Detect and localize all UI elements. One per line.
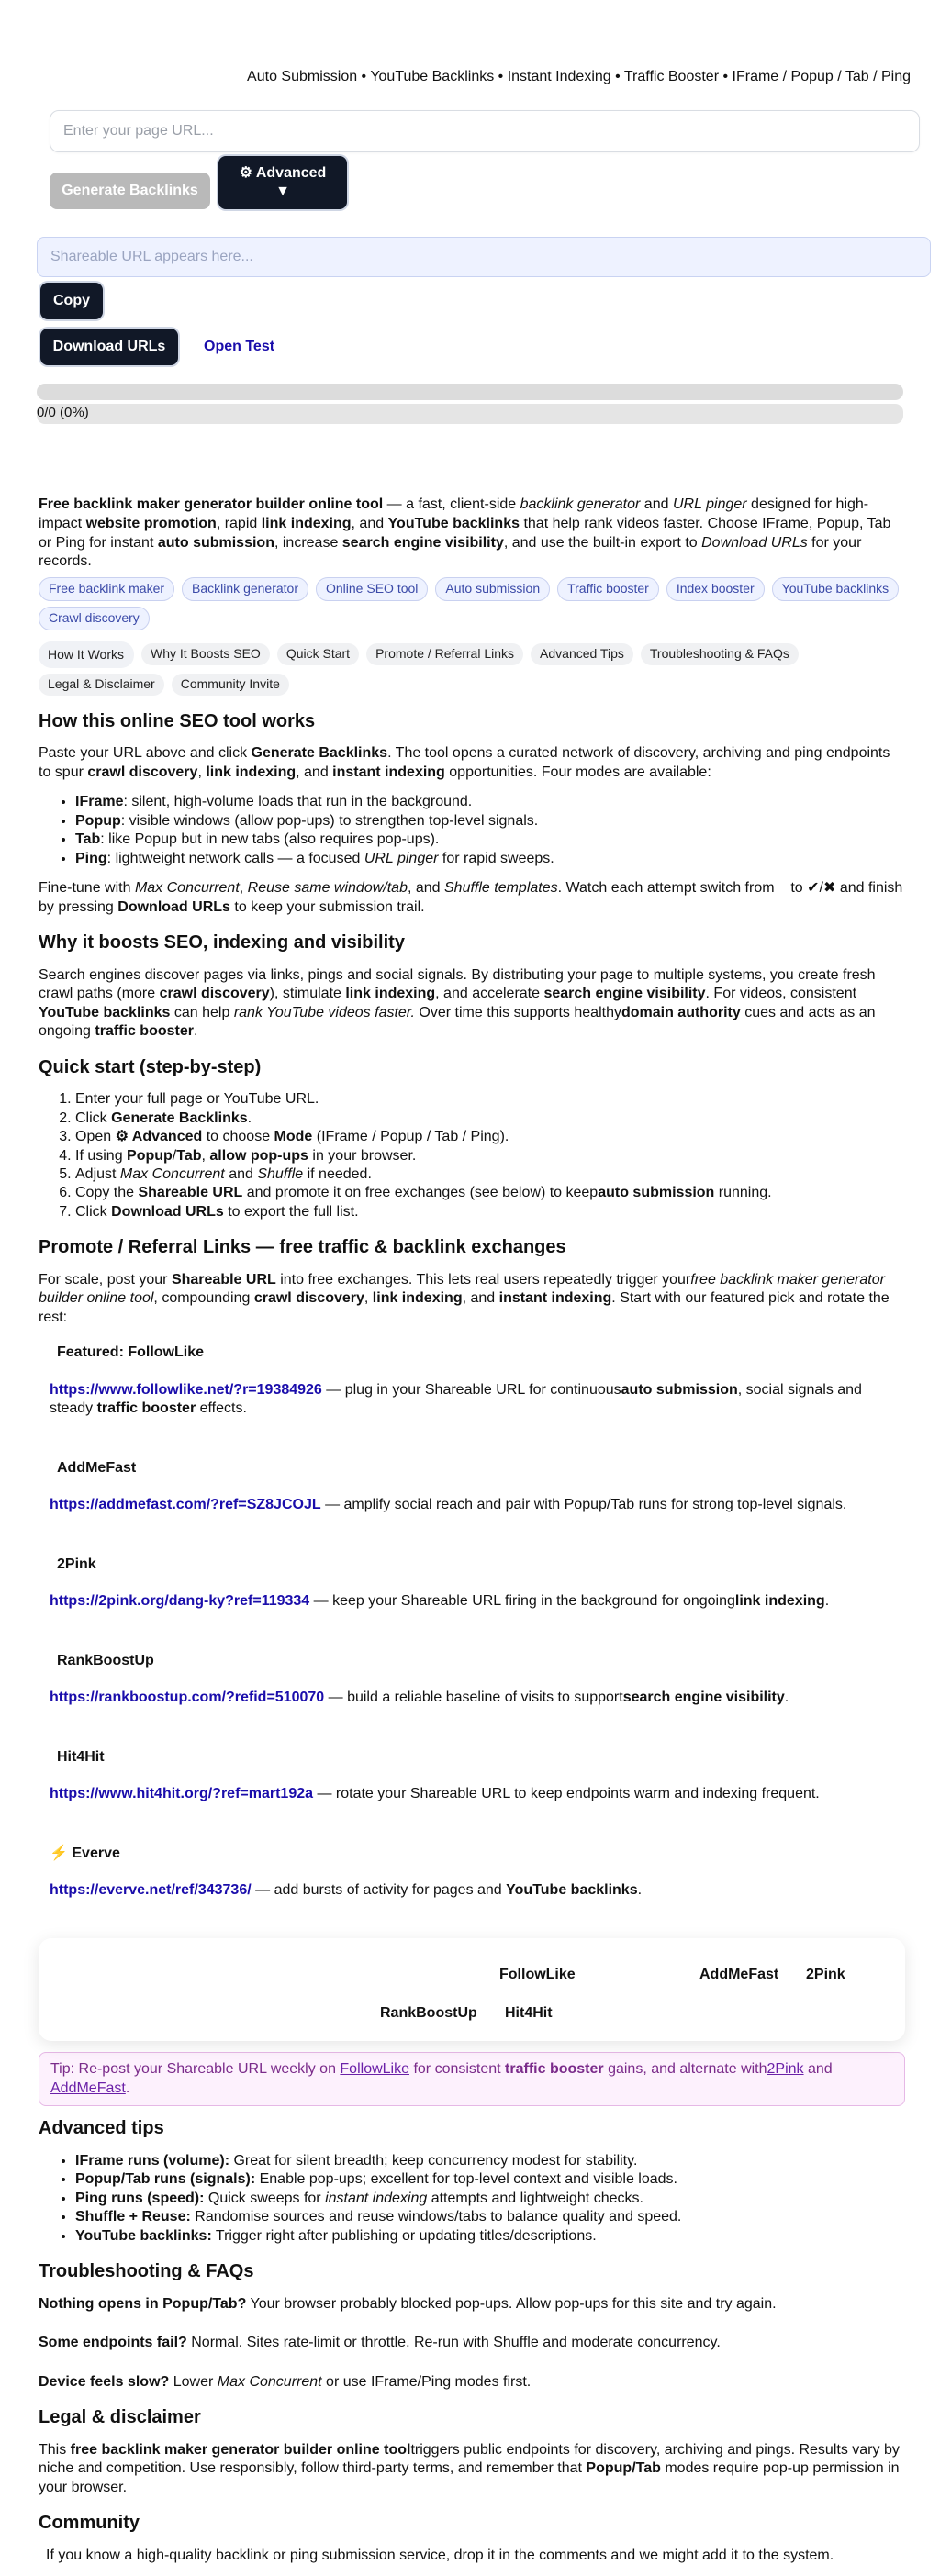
list-item: 5. Adjust Max Concurrent and Shuffle if needed. xyxy=(75,1165,905,1184)
tag: YouTube backlinks xyxy=(772,577,899,601)
faq-item: Nothing opens in Popup/Tab? Your browser probably blocked pop-ups. Allow pop-ups for this site and try again. xyxy=(39,2295,777,2312)
community-paragraph: If you know a high-quality backlink or ping submission service, drop it in the comments and we might add it to the system. xyxy=(46,2547,834,2563)
tag: Traffic booster xyxy=(557,577,659,601)
legal-paragraph: This free backlink maker generator builder online tooltriggers public endpoints for discovery, archiving and pings. Results vary by niche and competition. Use responsibly, follow third-party terms, and remember that Popup/Tab modes require pop-up permission in your browser. xyxy=(39,2441,900,2495)
tag: Auto submission xyxy=(435,577,550,601)
nav-advanced-tips[interactable]: Advanced Tips xyxy=(531,643,633,665)
list-item: • Popup: visible windows (allow pop-ups) to strengthen top-level signals. xyxy=(75,812,905,831)
copy-button[interactable]: Copy xyxy=(40,283,103,319)
progress-text: 0/0 (0%) xyxy=(37,405,89,420)
list-item: • Ping runs (speed): Quick sweeps for instant indexing attempts and lightweight checks. xyxy=(75,2190,905,2208)
tag: Online SEO tool xyxy=(316,577,428,601)
promote-heading: Promote / Referral Links — free traffic & backlink exchanges xyxy=(39,1237,566,1258)
referral-title: AddMeFast xyxy=(57,1459,137,1476)
marquee-item[interactable]: RankBoostUp xyxy=(380,2005,477,2022)
list-item: • IFrame: silent, high-volume loads that run in the background. xyxy=(75,793,905,811)
nav-troubleshooting[interactable]: Troubleshooting & FAQs xyxy=(641,643,799,665)
keyword-tags xyxy=(39,577,905,630)
nav-how-it-works[interactable]: How It Works xyxy=(39,641,134,668)
list-item: • YouTube backlinks: Trigger right after publishing or updating titles/descriptions. xyxy=(75,2227,905,2246)
open-test-link[interactable]: Open Test xyxy=(204,339,275,354)
advanced-label: ⚙ Advanced xyxy=(239,165,327,181)
progress-bar xyxy=(37,384,903,400)
referral-link[interactable]: https://everve.net/ref/343736/ xyxy=(50,1882,252,1899)
steps-list xyxy=(75,1090,905,1221)
marquee-item[interactable]: FollowLike xyxy=(499,1967,576,1983)
nav-community[interactable]: Community Invite xyxy=(172,674,289,696)
partner-marquee xyxy=(39,1938,905,2041)
list-item: 7. Click Download URLs to export the full list. xyxy=(75,1203,905,1221)
tag: Crawl discovery xyxy=(39,607,150,630)
list-item: 6. Copy the Shareable URL and promote it on free exchanges (see below) to keepauto submission running. xyxy=(75,1184,905,1202)
tag: Index booster xyxy=(666,577,765,601)
tip-link-addmefast[interactable]: AddMeFast xyxy=(50,2080,126,2096)
nav-quick-start[interactable]: Quick Start xyxy=(277,643,359,665)
why-paragraph: Search engines discover pages via links, pings and social signals. By distributing your page to multiple systems, you create fresh crawl paths (more crawl discovery), stimulate link indexing, and accelerate search engine visibility. For videos, consistent YouTube backlinks can help rank YouTube videos faster. Over time this supports healthydomain authority cues and acts as an ongoing traffic booster. xyxy=(39,966,876,1040)
advanced-heading: Advanced tips xyxy=(39,2118,164,2139)
how-paragraph: Paste your URL above and click Generate Backlinks. The tool opens a curated network of discovery, archiving and ping endpoints to spur crawl discovery, link indexing, and instant indexing opportunities. Four modes are available: xyxy=(39,745,890,780)
faq-item: Device feels slow? Lower Max Concurrent or use IFrame/Ping modes first. xyxy=(39,2373,532,2390)
advanced-toggle-button[interactable] xyxy=(218,156,347,209)
referral-2pink: 2Pink https://2pink.org/dang-ky?ref=119334 — keep your Shareable URL firing in the background for ongoinglink indexing. xyxy=(50,1556,905,1611)
marquee-item[interactable]: Hit4Hit xyxy=(505,2005,553,2022)
referral-followlike: Featured: FollowLike https://www.followlike.net/?r=19384926 — plug in your Shareable URL for continuousauto submission, social signals and steady traffic booster effects. xyxy=(50,1344,905,1418)
url-input[interactable] xyxy=(50,110,920,152)
referral-link[interactable]: https://www.hit4hit.org/?ref=mart192a xyxy=(50,1786,314,1802)
download-urls-button[interactable]: Download URLs xyxy=(40,329,178,365)
list-item: 4. If using Popup/Tab, allow pop-ups in your browser. xyxy=(75,1147,905,1165)
list-item: • Tab: like Popup but in new tabs (also requires pop-ups). xyxy=(75,831,905,849)
generate-backlinks-button[interactable]: Generate Backlinks xyxy=(50,173,210,209)
marquee-item[interactable]: 2Pink xyxy=(806,1967,845,1983)
referral-title: 2Pink xyxy=(57,1556,96,1572)
referral-title: Featured: FollowLike xyxy=(57,1344,205,1361)
referral-link[interactable]: https://2pink.org/dang-ky?ref=119334 xyxy=(50,1593,310,1610)
tip-box: Tip: Re-post your Shareable URL weekly on FollowLike for consistent traffic booster gains, and alternate with2Pink and AddMeFast. xyxy=(39,2052,905,2106)
tip-link-2pink[interactable]: 2Pink xyxy=(767,2061,804,2078)
promote-paragraph: For scale, post your Shareable URL into free exchanges. This lets real users repeatedly trigger yourfree backlink maker generator builder online tool, compounding crawl discovery, link indexing, and instant indexing. Start with our featured pick and rotate the rest: xyxy=(39,1271,890,1325)
referral-everve: ⚡ Everve https://everve.net/ref/343736/ — add bursts of activity for pages and YouTube backlinks. xyxy=(50,1845,905,1901)
referral-rankboostup: RankBoostUp https://rankboostup.com/?refid=510070 — build a reliable baseline of visits to supportsearch engine visibility. xyxy=(50,1652,905,1708)
referral-link[interactable]: https://rankboostup.com/?refid=510070 xyxy=(50,1689,325,1706)
feature-tagline: Auto Submission • YouTube Backlinks • Instant Indexing • Traffic Booster • IFrame / Popup / Tab / Ping xyxy=(247,69,911,84)
list-item: • Popup/Tab runs (signals): Enable pop-ups; excellent for top-level context and visible loads. xyxy=(75,2170,905,2189)
referral-addmefast: AddMeFast https://addmefast.com/?ref=SZ8JCOJL — amplify social reach and pair with Popup/Tab runs for strong top-level signals. xyxy=(50,1459,905,1515)
list-item: 3. Open ⚙ Advanced to choose Mode (IFrame / Popup / Tab / Ping). xyxy=(75,1128,905,1146)
referral-title: Hit4Hit xyxy=(57,1748,105,1765)
fine-tune-paragraph: Fine-tune with Max Concurrent, Reuse same window/tab, and Shuffle templates. Watch each attempt switch from to ✔/✖ and finish by pressing Download URLs to keep your submission trail. xyxy=(39,880,903,915)
shareable-url-field[interactable] xyxy=(37,237,931,277)
list-item: • Shuffle + Reuse: Randomise sources and reuse windows/tabs to balance quality and speed. xyxy=(75,2208,905,2226)
referral-title: RankBoostUp xyxy=(57,1652,154,1668)
how-heading: How this online SEO tool works xyxy=(39,710,316,731)
advanced-list xyxy=(75,2152,905,2246)
progress-track xyxy=(37,404,903,424)
tag: Free backlink maker xyxy=(39,577,174,601)
legal-heading: Legal & disclaimer xyxy=(39,2407,201,2428)
referral-hit4hit: Hit4Hit https://www.hit4hit.org/?ref=mart192a — rotate your Shareable URL to keep endpoints warm and indexing frequent. xyxy=(50,1748,905,1804)
list-item: • IFrame runs (volume): Great for silent breadth; keep concurrency modest for stability. xyxy=(75,2152,905,2170)
referral-title: ⚡ Everve xyxy=(50,1845,120,1861)
list-item: • Ping: lightweight network calls — a focused URL pinger for rapid sweeps. xyxy=(75,850,905,868)
faq-item: Some endpoints fail? Normal. Sites rate-limit or throttle. Re-run with Shuffle and moderate concurrency. xyxy=(39,2335,721,2351)
nav-legal[interactable]: Legal & Disclaimer xyxy=(39,674,164,696)
list-item: 1. Enter your full page or YouTube URL. xyxy=(75,1090,905,1109)
main-content xyxy=(39,496,905,2576)
referral-link[interactable]: https://www.followlike.net/?r=19384926 xyxy=(50,1381,322,1398)
list-item: 2. Click Generate Backlinks. xyxy=(75,1110,905,1128)
faq-heading: Troubleshooting & FAQs xyxy=(39,2261,254,2282)
tag: Backlink generator xyxy=(182,577,308,601)
quick-start-heading: Quick start (step-by-step) xyxy=(39,1056,262,1077)
nav-why-it-boosts-seo[interactable]: Why It Boosts SEO xyxy=(141,643,270,665)
referral-link[interactable]: https://addmefast.com/?ref=SZ8JCOJL xyxy=(50,1497,321,1513)
chevron-down-icon: ▼ xyxy=(275,184,290,199)
why-heading: Why it boosts SEO, indexing and visibility xyxy=(39,932,405,953)
community-heading: Community xyxy=(39,2513,140,2534)
intro-paragraph: Free backlink maker generator builder online tool — a fast, client-side backlink generator and URL pinger designed for high-impact website promotion, rapid link indexing, and YouTube backlinks that help rank videos faster. Choose IFrame, Popup, Tab or Ping for instant auto submission, increase search engine visibility, and use the built-in export to Download URLs for your records. xyxy=(39,496,891,570)
modes-list xyxy=(75,793,905,868)
nav-promote-referral[interactable]: Promote / Referral Links xyxy=(366,643,523,665)
tip-link-followlike[interactable]: FollowLike xyxy=(340,2061,409,2078)
section-nav xyxy=(39,641,905,696)
marquee-item[interactable]: AddMeFast xyxy=(699,1967,779,1983)
